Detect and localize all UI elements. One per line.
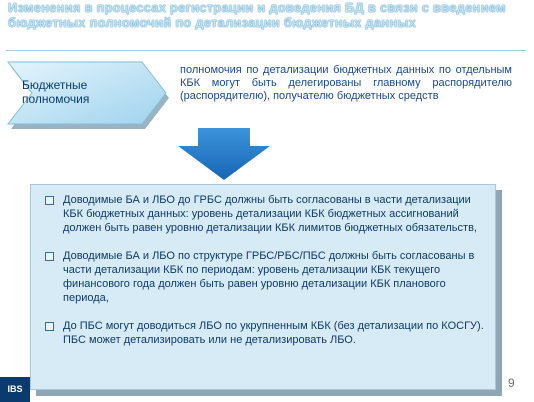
powers-description: полномочия по детализации бюджетных данных по отдельным КБК могут быть делегированы главному распорядителю (распорядителю), получателю бюджетных средств xyxy=(180,64,512,102)
square-bullet-icon xyxy=(45,252,54,261)
details-box xyxy=(30,184,496,390)
list-item xyxy=(41,249,487,305)
slide-title: Изменения в процессах регистрации и доведения БД в связи с введением бюджетных полномочий по детализации бюджетных данных xyxy=(8,0,506,30)
list-item xyxy=(41,193,487,235)
bullet-list xyxy=(41,193,487,361)
square-bullet-icon xyxy=(45,196,54,205)
bullet-text: До ПБС могут доводиться ЛБО по укрупненным КБК (без детализации по КОСГУ). ПБС может детализировать или не детализировать ЛБО. xyxy=(63,320,484,346)
budget-powers-chevron xyxy=(4,58,172,132)
bullet-text: Доводимые БА и ЛБО до ГРБС должны быть согласованы в части детализации КБК бюджетных данных: уровень детализации КБК бюджетных ассигнований должен быть равен уровню детализации КБК лимитов бюджетных обязательств, xyxy=(63,194,477,234)
square-bullet-icon xyxy=(45,322,54,331)
chevron-label: Бюджетные полномочия xyxy=(22,78,90,106)
down-arrow-icon xyxy=(178,128,270,184)
page-number: 9 xyxy=(508,376,515,390)
title-divider xyxy=(6,50,526,51)
list-item xyxy=(41,319,487,347)
bullet-text: Доводимые БА и ЛБО по структуре ГРБС/РБС/ПБС должны быть согласованы в части детализации КБК по периодам: уровень детализации КБК текущего финансового года должен быть равен уровню детализации КБК планового периода, xyxy=(63,250,475,304)
ibs-logo: IBS xyxy=(0,377,30,402)
